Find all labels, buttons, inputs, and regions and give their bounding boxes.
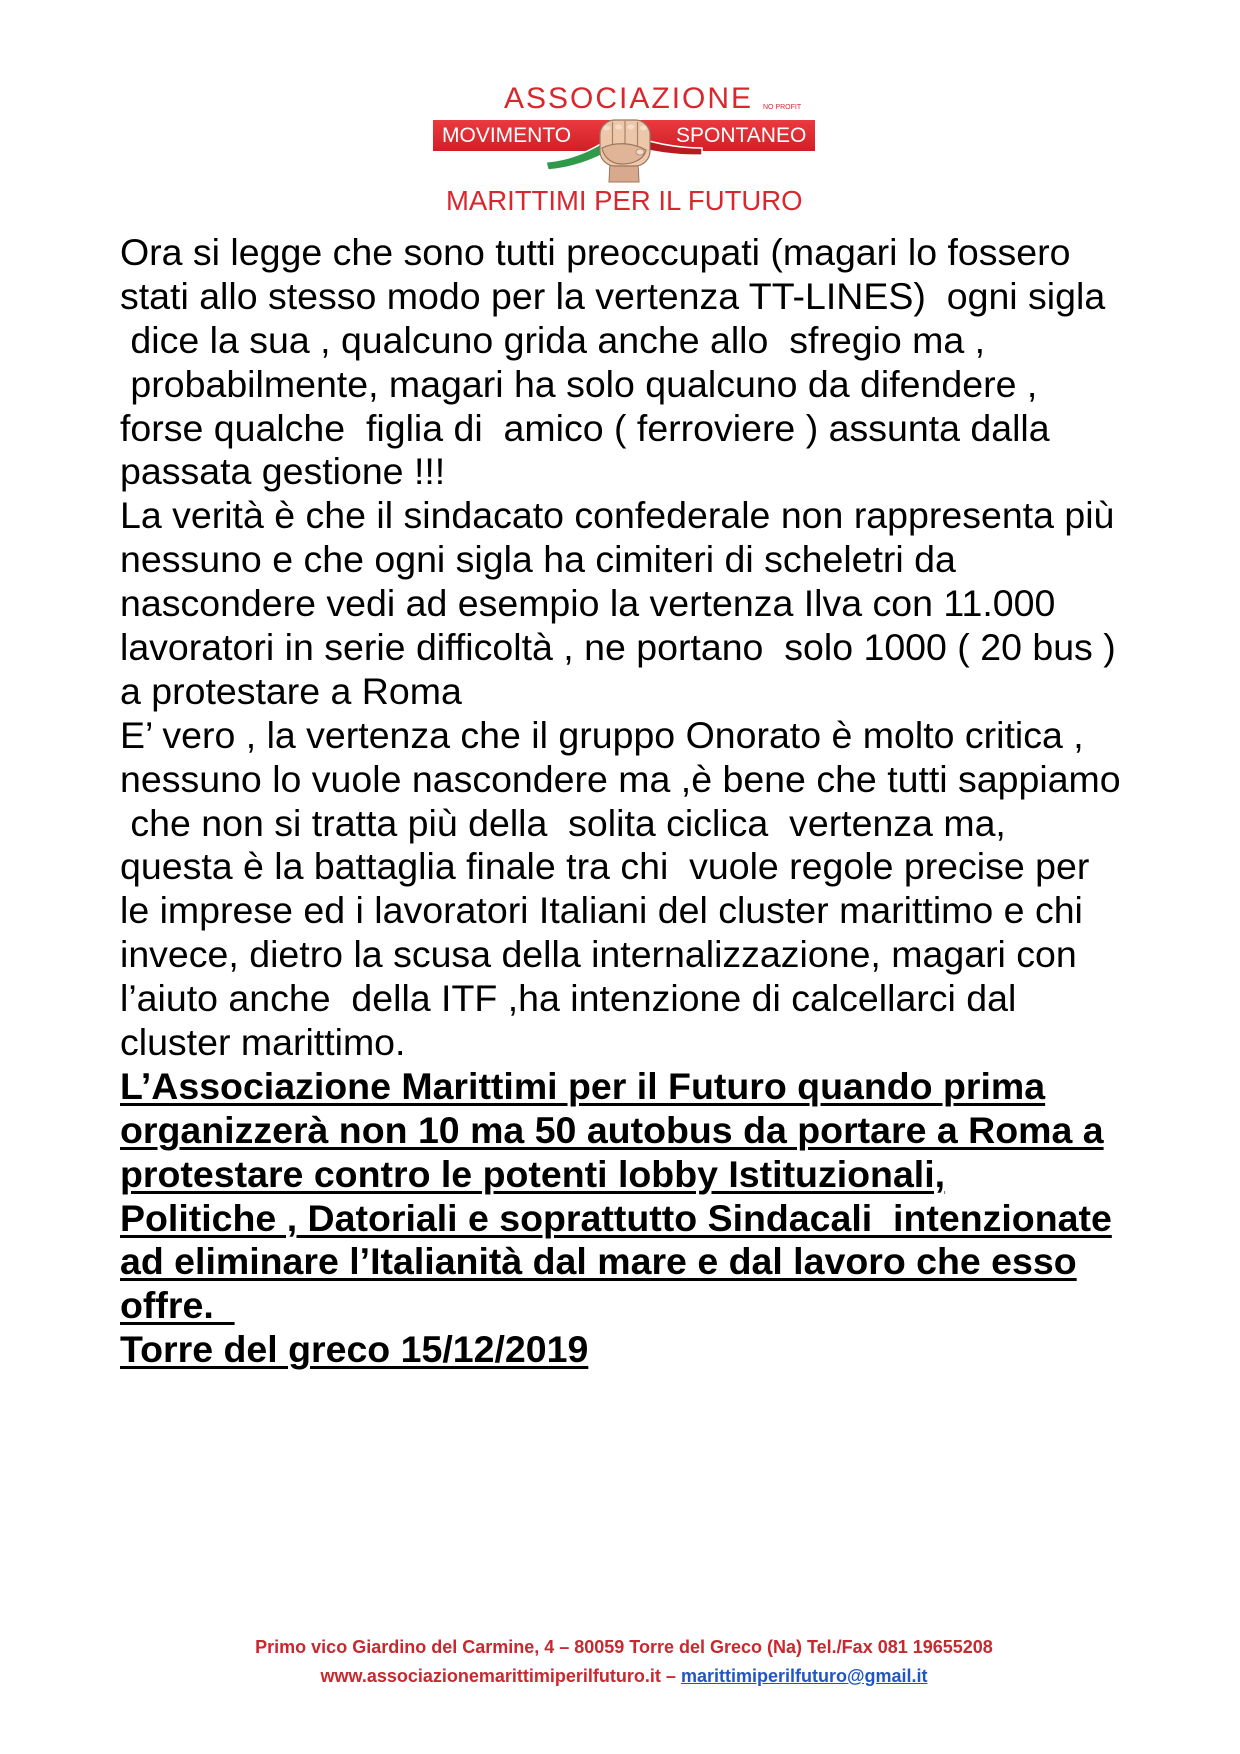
text-line: cluster marittimo. [120, 1021, 406, 1064]
text-line: dice la sua , qualcuno grida anche allo sfregio ma , [120, 318, 986, 361]
letter-paragraph [120, 714, 1121, 1065]
appeal-line: organizzerà non 10 ma 50 autobus da portare a Roma a [120, 1108, 1104, 1151]
footer-contacts [8, 1662, 1240, 1691]
text-line: probabilmente, magari ha solo qualcuno da difendere , [120, 362, 1038, 405]
text-line: E’ vero , la vertenza che il gruppo Onorato è molto critica , [120, 713, 1084, 756]
letter-paragraph [120, 494, 1121, 713]
text-line: lavoratori in serie difficoltà , ne portano solo 1000 ( 20 bus ) [120, 626, 1116, 669]
appeal-line: ad eliminare l’Italianità dal mare e dal lavoro che esso [120, 1240, 1077, 1283]
contact-separator: – [665, 1666, 676, 1686]
text-line: stati allo stesso modo per la vertenza TT-LINES) ogni sigla [120, 274, 1106, 317]
letter-body [120, 231, 1121, 1372]
logo-banner-left-text: MOVIMENTO [442, 124, 572, 147]
appeal-line: protestare contro le potenti lobby Istituzionali, [120, 1152, 946, 1195]
text-line: nascondere vedi ad esempio la vertenza Ilva con 11.000 [120, 582, 1056, 625]
text-line: invece, dietro la scusa della internalizzazione, magari con [120, 933, 1077, 976]
text-line: a protestare a Roma [120, 669, 462, 712]
text-line: Ora si legge che sono tutti preoccupati (magari lo fossero [120, 231, 1071, 273]
appeal-line: L’Associazione Marittimi per il Futuro quando prima [120, 1064, 1046, 1107]
logo-title: ASSOCIAZIONE [504, 82, 754, 115]
logo-no-profit-tag: NO PROFIT [763, 104, 802, 111]
footer [0, 1633, 1240, 1691]
appeal-line: offre. [120, 1284, 235, 1327]
text-line: le imprese ed i lavoratori Italiani del cluster marittimo e chi [120, 889, 1083, 932]
logo-banner-right-text: SPONTANEO [676, 124, 807, 147]
text-line: nessuno e che ogni sigla ha cimiteri di scheletri da [120, 538, 956, 581]
logo-subtitle: MARITTIMI PER IL FUTURO [446, 185, 803, 216]
email-link[interactable]: marittimiperilfuturo@gmail.it [680, 1666, 928, 1686]
text-line: che non si tratta più della solita ciclica vertenza ma, [120, 801, 1006, 844]
text-line: questa è la battaglia finale tra chi vuole regole precise per [120, 845, 1090, 888]
appeal-paragraph [120, 1065, 1121, 1328]
text-line: forse qualche figlia di amico ( ferroviere ) assunta dalla [120, 406, 1050, 449]
place-and-date: Torre del greco 15/12/2019 [120, 1328, 589, 1371]
appeal-line: Politiche , Datoriali e soprattutto Sindacali intenzionate [120, 1196, 1112, 1239]
text-line: l’aiuto anche della ITF ,ha intenzione di calcellarci dal [120, 977, 1017, 1020]
letter-paragraph [120, 231, 1121, 494]
fist-icon [540, 108, 710, 188]
text-line: nessuno lo vuole nascondere ma ,è bene che tutti sappiamo [120, 757, 1121, 800]
text-line: La verità è che il sindacato confederale non rappresenta più [120, 494, 1115, 537]
website-text: www.associazionemarittimiperilfuturo.it [320, 1666, 661, 1686]
footer-address: Primo vico Giardino del Carmine, 4 – 80059 Torre del Greco (Na) Tel./Fax 081 19655208 [255, 1637, 993, 1657]
text-line: passata gestione !!! [120, 450, 446, 493]
